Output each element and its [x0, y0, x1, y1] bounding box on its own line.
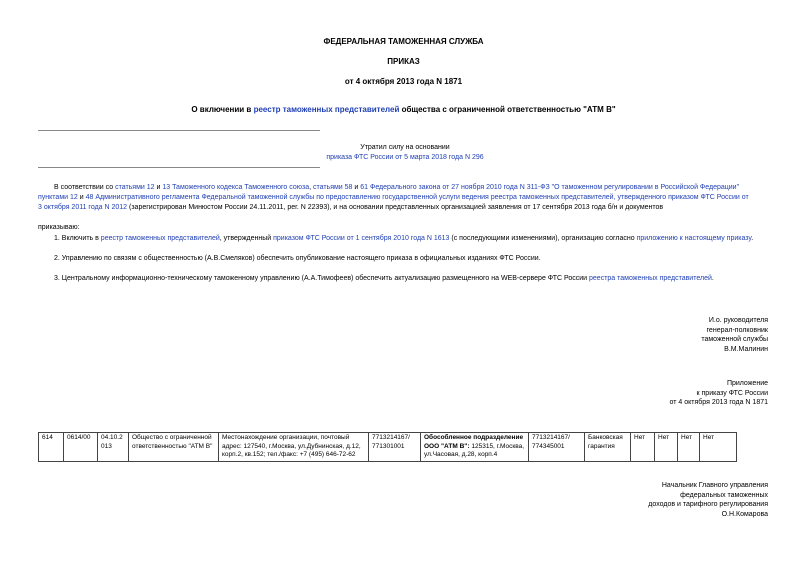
item-text: 1. Включить в	[54, 235, 101, 242]
admin-regulation-link[interactable]: 48 Административного регламента Федеральной таможенной службы по предоставлению государственной услуги ведения реестра таможенных представителей, утвержденного приказом ФТС России от	[85, 194, 749, 201]
branch-address: 125315, г.Москва, ул.Часовая, д.28, корп.4	[424, 442, 525, 458]
signature-block	[560, 316, 768, 354]
branch-label: Обособленное подразделение ООО "АТМ В":	[424, 434, 524, 450]
table-cell: Нет	[678, 433, 700, 462]
registry-link-2[interactable]: реестра таможенных представителей	[589, 275, 712, 282]
table-cell: Общество с ограниченной ответственностью "АТМ В"	[129, 433, 219, 462]
preamble-text: и	[77, 194, 86, 201]
footer-line: доходов и тарифного регулирования	[648, 501, 768, 508]
preamble-text: ,	[309, 184, 313, 191]
title-registry-link[interactable]: реестр таможенных представителей	[253, 105, 400, 114]
invalid-note-link[interactable]: приказа ФТС России от 5 марта 2018 года N 296	[326, 154, 484, 161]
table-cell: Нет	[655, 433, 678, 462]
appendix-link[interactable]: приложению к настоящему приказу	[636, 235, 752, 242]
footer-signature	[560, 481, 768, 519]
order-item-1	[38, 234, 765, 244]
table-cell: Банковская гарантия	[585, 433, 631, 462]
table-cell: Местонахождение организации, почтовый адрес: 127540, г.Москва, ул.Дубнинская, д.12, корп.2, кв.152; тел./факс: +7 (495) 646-72-62	[219, 433, 369, 462]
preamble-line-2	[38, 193, 765, 203]
appendix-line: от 4 октября 2013 года N 1871	[669, 399, 768, 406]
order-word: приказываю:	[38, 224, 80, 231]
order-item-2: 2. Управлению по связям с общественностью (А.В.Смеляков) обеспечить опубликование настоящего приказа в официальных изданиях ФТС России.	[54, 255, 541, 262]
signature-line: генерал-полковник	[706, 326, 768, 334]
invalid-note-text: Утратил силу на основании	[360, 144, 450, 151]
customs-code-link[interactable]: 13 Таможенного кодекса Таможенного союза	[162, 184, 310, 191]
preamble-line-1	[38, 183, 765, 193]
doc-type-heading: ПРИКАЗ	[387, 57, 420, 66]
preamble-line-3	[38, 203, 765, 213]
table-cell: Нет	[631, 433, 655, 462]
footer-name: О.Н.Комарова	[721, 510, 768, 518]
signature-name: В.М.Малинин	[724, 345, 768, 353]
divider-top	[38, 130, 320, 131]
order-1613-link[interactable]: приказом ФТС России от 1 сентября 2010 года N 1613	[273, 235, 450, 242]
table-cell: Нет	[700, 433, 737, 462]
order-item-3	[38, 274, 765, 284]
preamble-text: и	[352, 184, 361, 191]
appendix-line: Приложение	[726, 380, 768, 387]
appendix-line: к приказу ФТС России	[696, 389, 768, 397]
preamble-text: В соответствии со	[54, 184, 116, 191]
federal-law-link[interactable]: 61 Федерального закона от 27 ноября 2010 года N 311-ФЗ "О таможенном регулировании в Российской Федерации"	[360, 184, 740, 191]
item-text: .	[751, 235, 754, 242]
table-row	[39, 433, 737, 462]
signature-line: И.о. руководителя	[708, 317, 768, 324]
title-suffix: общества с ограниченной ответственностью "АТМ В"	[399, 105, 616, 114]
item-text: (с последующими изменениями), организацию согласно	[449, 235, 637, 242]
table-cell: 7713214167/ 774345001	[529, 433, 585, 462]
preamble-text: и	[154, 184, 163, 191]
divider-bottom	[38, 167, 320, 168]
preamble-text: (зарегистрирован Минюстом России 24.11.2011, рег. N 22393), и на основании представленных организацией заявления от 17 сентября 2013 года б/н и документов	[127, 204, 664, 211]
title-prefix: О включении в	[191, 105, 254, 114]
item-text: .	[711, 275, 714, 282]
table-cell: 0614/00	[64, 433, 98, 462]
article-58-link[interactable]: статьями 58	[312, 184, 353, 191]
registry-table	[38, 432, 737, 462]
table-cell: 614	[39, 433, 64, 462]
footer-line: федеральных таможенных	[680, 491, 768, 499]
article-12-link[interactable]: статьями 12	[115, 184, 155, 191]
doc-date-number: от 4 октября 2013 года N 1871	[344, 77, 463, 86]
registry-link[interactable]: реестр таможенных представителей	[100, 235, 220, 242]
table-cell: 7713214167/ 771301001	[369, 433, 421, 462]
order-2012-link[interactable]: 3 октября 2011 года N 2012	[38, 204, 128, 211]
item-text: 3. Центральному информационно-техническому таможенному управлению (А.А.Тимофеев) обеспечить актуализацию размещенного на WEB-сервере ФТС России	[54, 275, 590, 282]
footer-line: Начальник Главного управления	[661, 482, 768, 489]
table-cell: 04.10.2013	[98, 433, 129, 462]
signature-line: таможенной службы	[701, 336, 768, 343]
item-text: , утвержденный	[219, 235, 274, 242]
appendix-header	[560, 379, 768, 408]
table-cell	[421, 433, 529, 462]
doc-title	[0, 105, 807, 114]
clause-12-link[interactable]: пунктами 12	[38, 194, 78, 201]
agency-heading: ФЕДЕРАЛЬНАЯ ТАМОЖЕННАЯ СЛУЖБА	[323, 37, 484, 46]
